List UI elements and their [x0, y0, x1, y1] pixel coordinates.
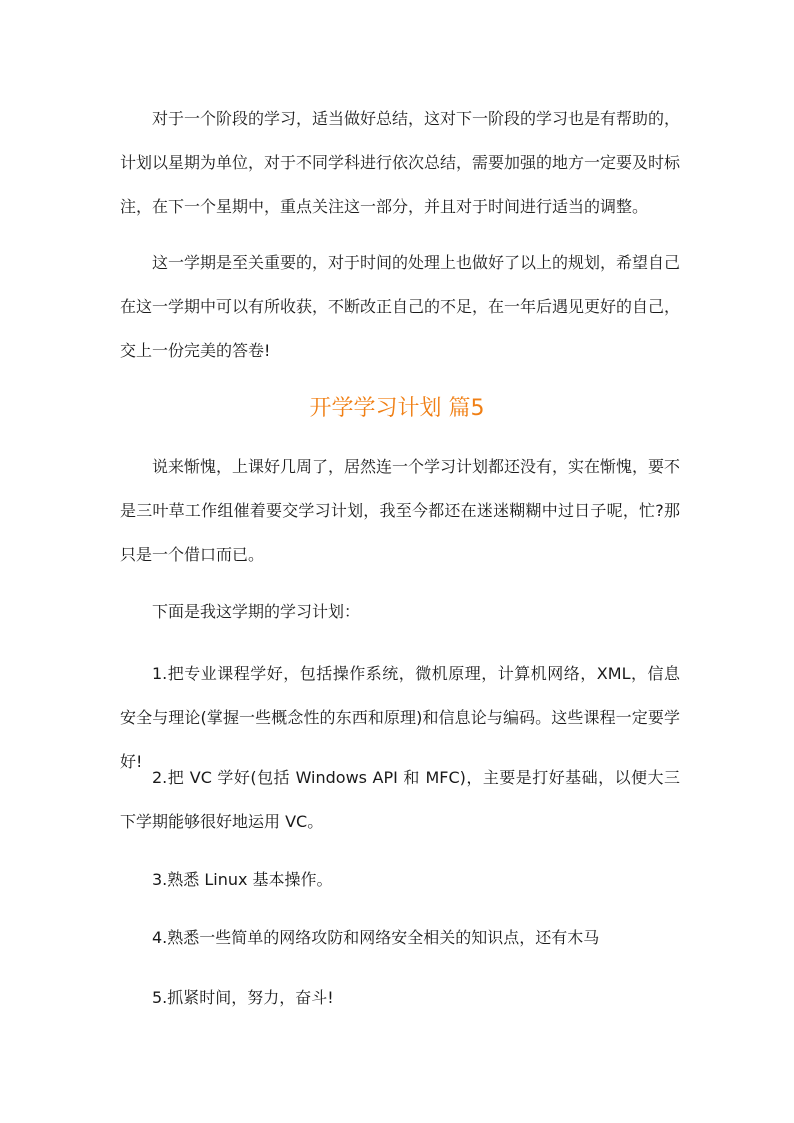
list-item-1: 1.把专业课程学好，包括操作系统，微机原理，计算机网络，XML，信息安全与理论(掌握一些概念性的东西和原理)和信息论与编码。这些课程一定要学好! [120, 664, 680, 771]
list-item-4: 4.熟悉一些简单的网络攻防和网络安全相关的知识点，还有木马 [152, 928, 600, 947]
paragraph-summary: 对于一个阶段的学习，适当做好总结，这对下一阶段的学习也是有帮助的，计划以星期为单位，对于不同学科进行依次总结，需要加强的地方一定要及时标注，在下一个星期中，重点关注这一部分，并且对于时间进行适当的调整。 [120, 109, 681, 216]
paragraph-semester: 这一学期是至关重要的，对于时间的处理上也做好了以上的规划，希望自己在这一学期中可以有所收获，不断改正自己的不足，在一年后遇见更好的自己，交上一份完美的答卷! [120, 253, 681, 360]
list-item-5: 5.抓紧时间，努力，奋斗! [152, 988, 334, 1007]
list-item-3: 3.熟悉 Linux 基本操作。 [152, 870, 333, 889]
list-item-2: 2.把 VC 学好(包括 Windows API 和 MFC)，主要是打好基础，以便大三下学期能够很好地运用 VC。 [120, 768, 680, 831]
section-title: 开学学习计划 篇5 [309, 396, 485, 421]
paragraph-intro: 说来惭愧，上课好几周了，居然连一个学习计划都还没有，实在惭愧，要不是三叶草工作组催着要交学习计划，我至今都还在迷迷糊糊中过日子呢，忙?那只是一个借口而已。 [120, 457, 681, 564]
paragraph-plan-heading: 下面是我这学期的学习计划： [152, 602, 361, 621]
